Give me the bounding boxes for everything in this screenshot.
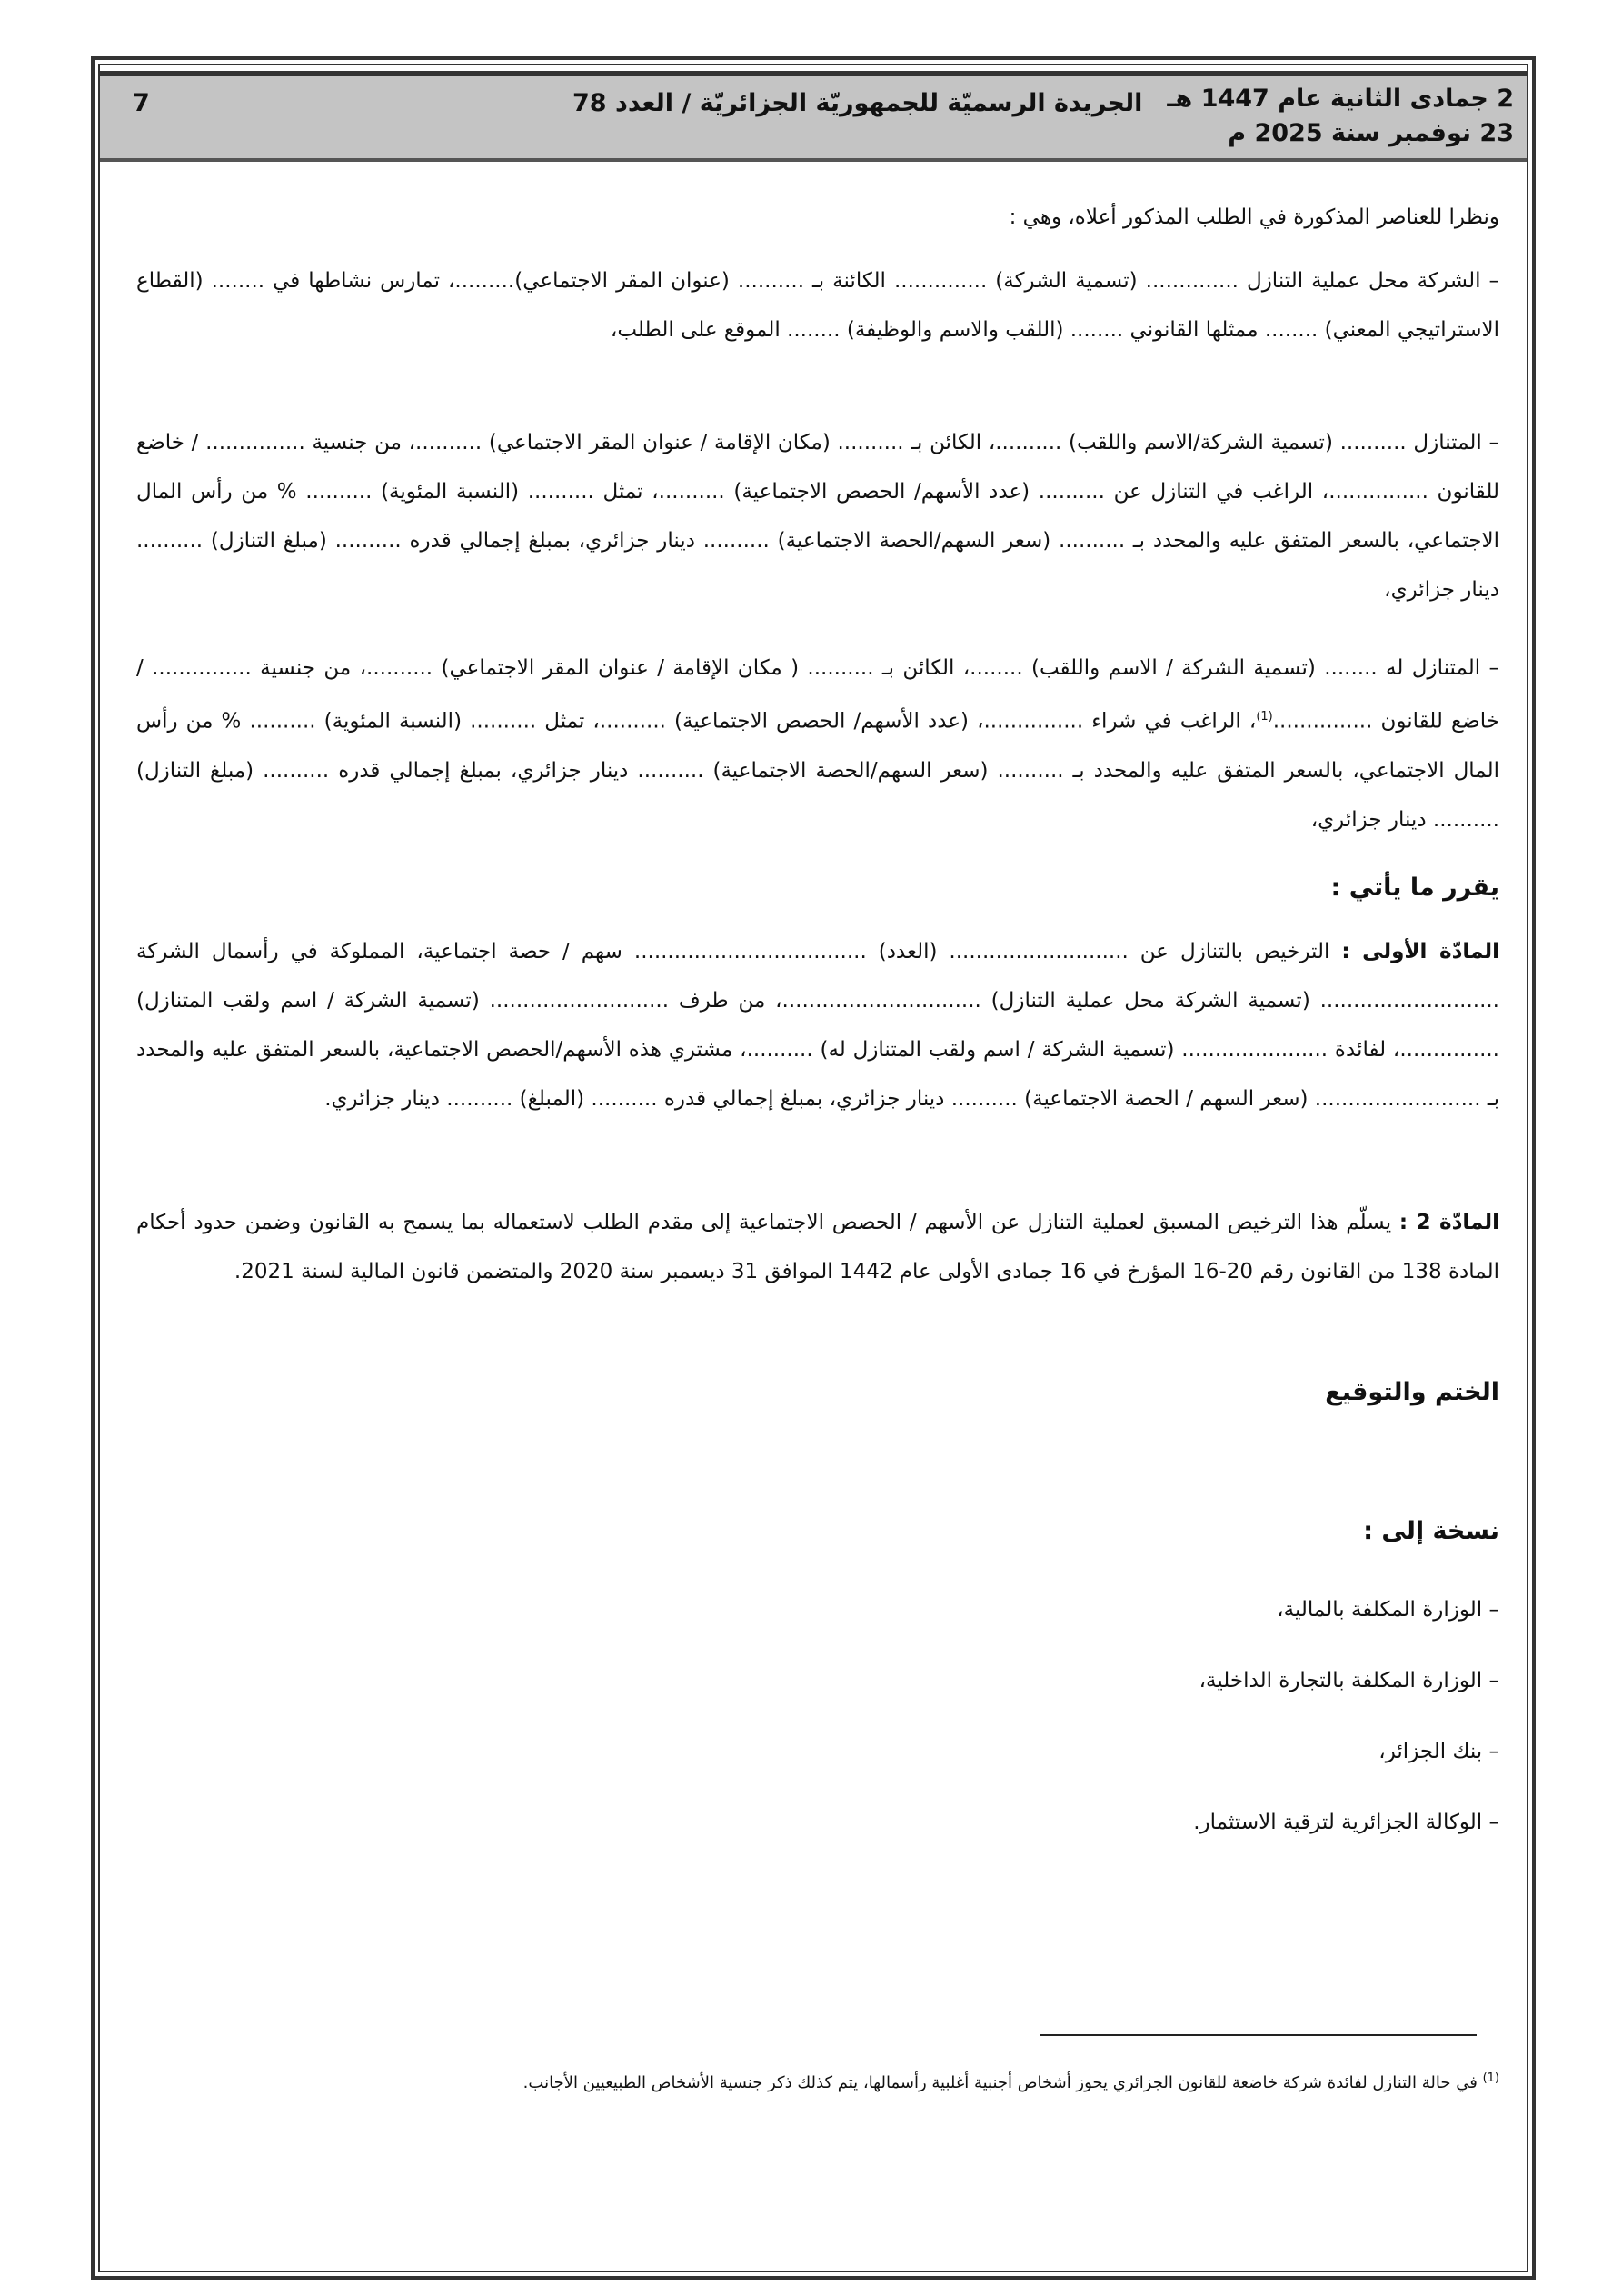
assignee-text-b: ، الراغب في شراء ...............، (عدد الأسهم/ الحصص الاجتماعية) ..........، تمثل .......... (النسبة المئوية) .......... % من رأس المال الاجتماعي، بالسعر المتفق عليه والمحدد بـ .......... (سعر السهم/الحصة الاجتماعية) .......... دينار جزائري، بمبلغ إجمالي قدره .......... (مبلغ التنازل) .......... دينار جزائري، xyxy=(136,709,1499,832)
article-2-text: يسلّم هذا الترخيص المسبق لعملية التنازل عن الأسهم / الحصص الاجتماعية إلى مقدم الطلب لاستعماله بما يسمح به القانون وضمن حدود أحكام المادة 138 من القانون رقم 20-16 المؤرخ في 16 جمادى الأولى عام 1442 الموافق 31 ديسمبر سنة 2020 والمتضمن قانون المالية لسنة 2021. xyxy=(136,1211,1499,1283)
paragraph-assignor: – المتنازل .......... (تسمية الشركة/الاسم واللقب) ..........، الكائن بـ .......... (مكان الإقامة / عنوان المقر الاجتماعي) ..........، من جنسية ............... / خاضع للقانون ...............، الراغب في التنازل عن .......... (عدد الأسهم/ الحصص الاجتماعية) ..........، تمثل .......... (النسبة المئوية) .......... % من رأس المال الاجتماعي، بالسعر المتفق عليه والمحدد بـ .......... (سعر السهم/الحصة الاجتماعية) .......... دينار جزائري، بمبلغ إجمالي قدره .......... (مبلغ التنازل) .......... دينار جزائري، xyxy=(136,431,1499,602)
recipients-list xyxy=(136,1574,1499,1858)
gazette-title: الجريدة الرسميّة للجمهوريّة الجزائريّة / العدد 78 xyxy=(572,89,1143,117)
page-inner-border xyxy=(98,64,1528,2272)
gregorian-date: 23 نوفمبر سنة 2025 م xyxy=(1228,119,1514,147)
intro-text: ونظرا للعناصر المذكورة في الطلب المذكور أعلاه، وهي : xyxy=(1009,205,1499,229)
footnote-text: في حالة التنازل لفائدة شركة خاضعة للقانون الجزائري يحوز أشخاص أجنبية أغلبية رأسمالها، يتم كذلك ذكر جنسية الأشخاص الطبيعيين الأجانب. xyxy=(522,2073,1483,2092)
article-1-text: الترخيص بالتنازل عن ........................... (العدد) ................................... سهم / حصة اجتماعية، المملوكة في رأسمال الشركة ........................... (تسمية الشركة محل عملية التنازل) ..............................، من طرف ........................... (تسمية الشركة / اسم ولقب المتنازل) ...............، لفائدة ...................... (تسمية الشركة / اسم ولقب المتنازل له) ..........، مشتري هذه الأسهم/الحصص الاجتماعية، بالسعر المتفق عليه والمحدد بـ ......................... (سعر السهم / الحصة الاجتماعية) .......... دينار جزائري، بمبلغ إجمالي قدره .......... (المبلغ) .......... دينار جزائري. xyxy=(136,940,1499,1111)
copy-to-heading: نسخة إلى : xyxy=(1363,1517,1499,1545)
gazette-header xyxy=(100,71,1527,162)
footnote-separator xyxy=(1040,2034,1477,2036)
paragraph-assignee xyxy=(136,644,1536,844)
decides-heading: يقرر ما يأتي : xyxy=(1330,873,1499,902)
article-2 xyxy=(136,1198,1536,1296)
recipient-item: – بنك الجزائر، xyxy=(1378,1740,1499,1763)
footnote-mark: (1) xyxy=(1482,2071,1499,2085)
assignee-text-a: – المتنازل له ........ (تسمية الشركة / الاسم واللقب) ........، الكائن بـ .......... ( مكان الإقامة / عنوان المقر الاجتماعي) ..........، من جنسية ............... / خاضع للقانون ............... xyxy=(136,656,1499,734)
page-number: 7 xyxy=(133,89,150,117)
article-2-label: المادّة 2 : xyxy=(1398,1211,1499,1234)
header-date xyxy=(1167,82,1514,151)
recipient-item: – الوكالة الجزائرية لترقية الاستثمار. xyxy=(1193,1811,1499,1834)
hijri-date: 2 جمادى الثانية عام 1447 هـ xyxy=(1167,85,1514,113)
footnote-ref: (1) xyxy=(1256,710,1273,724)
paragraph-company: – الشركة محل عملية التنازل .............. (تسمية الشركة) .............. الكائنة بـ .......... (عنوان المقر الاجتماعي).........، تمارس نشاطها في ........ (القطاع الاستراتيجي المعني) ........ ممثلها القانوني ........ (اللقب والاسم والوظيفة) ........ الموقع على الطلب، xyxy=(136,269,1499,342)
recipient-item: – الوزارة المكلفة بالمالية، xyxy=(1277,1598,1499,1622)
article-1 xyxy=(136,927,1536,1123)
article-1-label: المادّة الأولى : xyxy=(1341,940,1499,963)
recipient-item: – الوزارة المكلفة بالتجارة الداخلية، xyxy=(1199,1669,1499,1692)
seal-signature: الختم والتوقيع xyxy=(1325,1378,1499,1406)
footnote xyxy=(136,2065,1499,2097)
